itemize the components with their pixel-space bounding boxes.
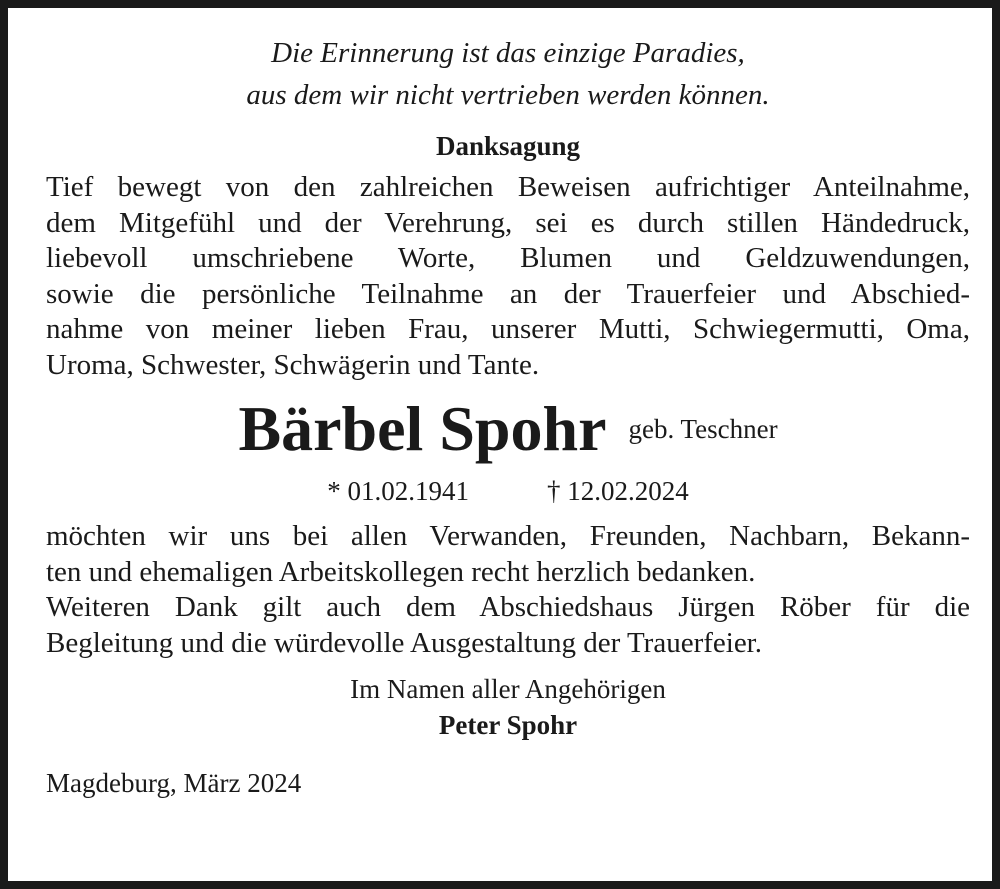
deceased-name-row — [46, 391, 970, 467]
heading: Danksagung — [435, 131, 581, 161]
motto-line-1: Die Erinnerung ist das einzige Paradies, — [271, 37, 745, 69]
birth-date: * 01.02.1941 — [327, 476, 469, 506]
intro-line: sowie die persönliche Teilnahme an der Trauerfeier und Abschied- — [46, 277, 970, 310]
thanks-line: möchten wir uns bei allen Verwanden, Freunden, Nachbarn, Bekann- — [46, 520, 970, 552]
intro-line: Uroma, Schwester, Schwägerin und Tante. — [46, 348, 540, 381]
signature-block — [46, 671, 970, 743]
notice-content — [46, 32, 970, 801]
motto-line-2: aus dem wir nicht vertrieben werden können. — [246, 79, 770, 111]
signature-name: Peter Spohr — [438, 710, 578, 740]
intro-paragraph — [46, 170, 970, 383]
place-date: Magdeburg, März 2024 — [46, 768, 302, 798]
maiden-name: geb. Teschner — [628, 414, 778, 444]
intro-line: Tief bewegt von den zahlreichen Beweisen aufrichtiger Anteilnahme, — [46, 171, 970, 203]
motto — [46, 32, 970, 116]
life-dates — [46, 471, 970, 511]
signature-line: Im Namen aller Angehörigen — [350, 674, 666, 704]
deceased-name: Bärbel Spohr — [238, 393, 607, 464]
thanks-paragraph — [46, 519, 970, 661]
death-date: † 12.02.2024 — [547, 476, 689, 506]
intro-line: nahme von meiner lieben Frau, unserer Mutti, Schwiegermutti, Oma, — [46, 313, 970, 345]
thanks-line: Weiteren Dank gilt auch dem Abschiedshaus Jürgen Röber für die — [46, 591, 970, 623]
thanks-line: ten und ehemaligen Arbeitskollegen recht herzlich bedanken. — [46, 555, 756, 588]
thanks-line: Begleitung und die würdevolle Ausgestaltung der Trauerfeier. — [46, 626, 762, 659]
intro-line: liebevoll umschriebene Worte, Blumen und Geldzuwendungen, — [46, 242, 970, 274]
intro-line: dem Mitgefühl und der Verehrung, sei es durch stillen Händedruck, — [46, 206, 970, 239]
